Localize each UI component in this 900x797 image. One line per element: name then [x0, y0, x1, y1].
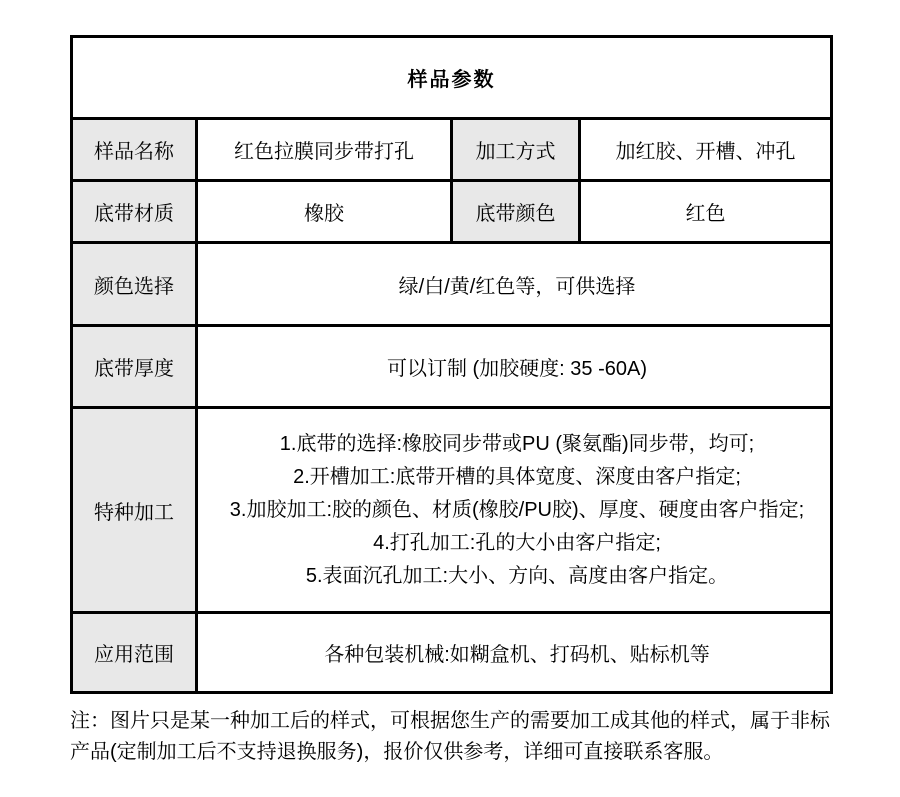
special-processing-line-3: 3.加胶加工:胶的颜色、材质(橡胶/PU胶)、厚度、硬度由客户指定; — [229, 498, 805, 521]
row-application-scope — [72, 613, 832, 693]
special-processing-lines — [218, 428, 816, 593]
parameters-table — [70, 35, 833, 694]
row-special-processing — [72, 408, 832, 613]
base-material-label: 底带材质 — [72, 181, 197, 243]
sample-name-value: 红色拉膜同步带打孔 — [197, 119, 452, 181]
special-processing-line-4: 4.打孔加工:孔的大小由客户指定; — [373, 531, 661, 554]
row-sample-name — [72, 119, 832, 181]
application-scope-label: 应用范围 — [72, 613, 197, 693]
table-title: 样品参数 — [72, 37, 832, 119]
row-color-options — [72, 243, 832, 326]
processing-method-value: 加红胶、开槽、冲孔 — [580, 119, 832, 181]
row-base-thickness — [72, 326, 832, 408]
special-processing-line-2: 2.开槽加工:底带开槽的具体宽度、深度由客户指定; — [293, 465, 741, 488]
title-row — [72, 37, 832, 119]
base-thickness-label: 底带厚度 — [72, 326, 197, 408]
processing-method-label: 加工方式 — [452, 119, 580, 181]
color-options-label: 颜色选择 — [72, 243, 197, 326]
color-options-value: 绿/白/黄/红色等，可供选择 — [197, 243, 832, 326]
special-processing-line-5: 5.表面沉孔加工:大小、方向、高度由客户指定。 — [305, 564, 729, 587]
base-thickness-value: 可以订制 (加胶硬度: 35 -60A) — [197, 326, 832, 408]
base-color-label: 底带颜色 — [452, 181, 580, 243]
special-processing-line-1: 1.底带的选择:橡胶同步带或PU (聚氨酯)同步带，均可; — [279, 432, 755, 455]
application-scope-value: 各种包装机械:如糊盒机、打码机、贴标机等 — [197, 613, 832, 693]
row-base-material — [72, 181, 832, 243]
base-material-value: 橡胶 — [197, 181, 452, 243]
special-processing-value — [197, 408, 832, 613]
note-text: 注：图片只是某一种加工后的样式，可根据您生产的需要加工成其他的样式，属于非标产品(定制加工后不支持退换服务)，报价仅供参考，详细可直接联系客服。 — [70, 710, 830, 763]
special-processing-label: 特种加工 — [72, 408, 197, 613]
sample-name-label: 样品名称 — [72, 119, 197, 181]
base-color-value: 红色 — [580, 181, 832, 243]
